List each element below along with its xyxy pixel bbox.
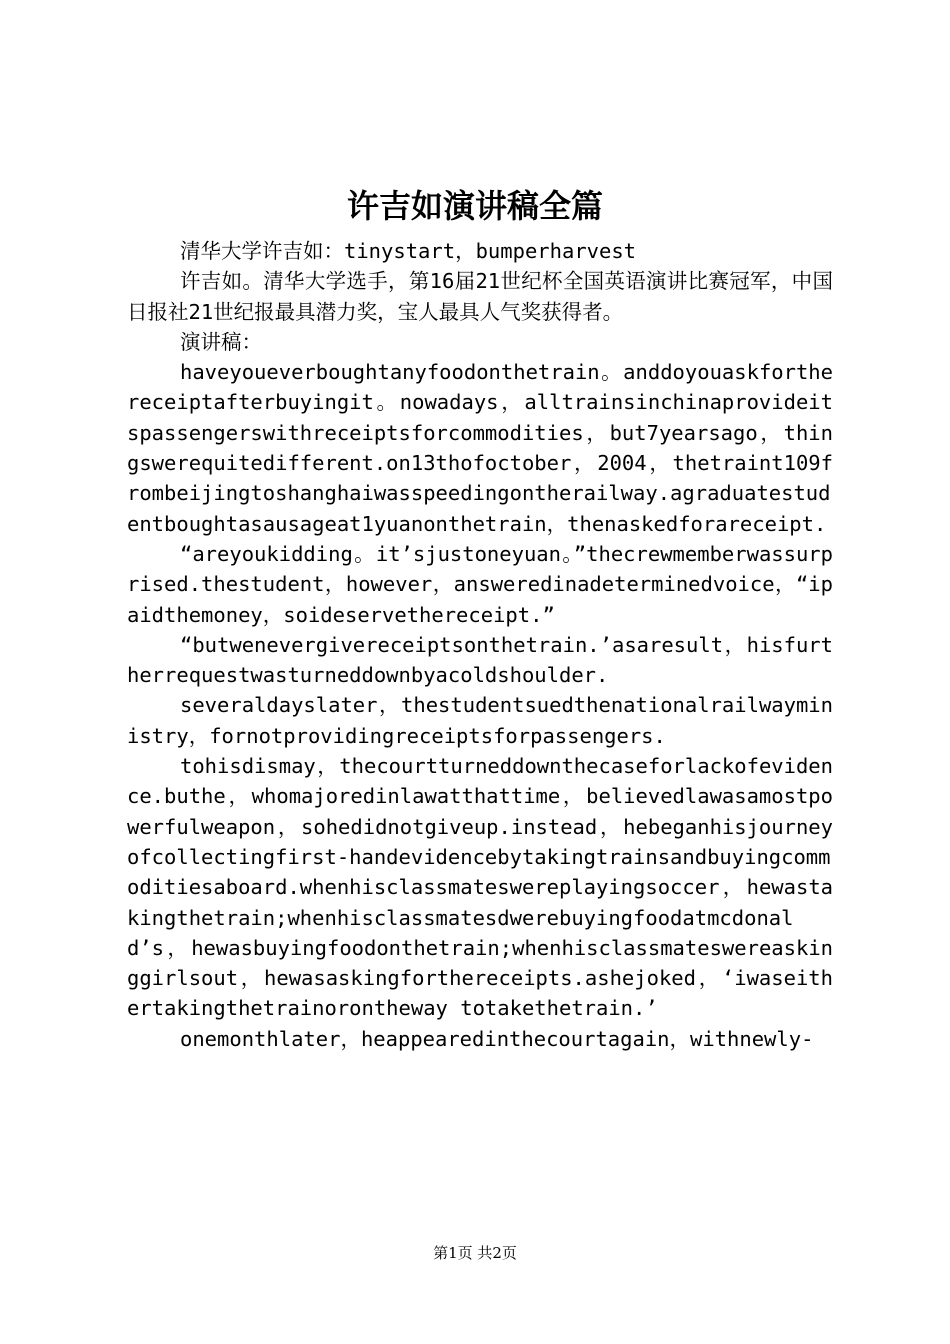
page-footer: 第1页 共2页 <box>433 1244 517 1262</box>
paragraph: severaldayslater，thestudentsuedthenationalrailwayministry，fornotprovidingreceiptsforpassengers. <box>127 693 833 748</box>
paragraph: 清华大学许吉如：tinystart，bumperharvest <box>180 239 637 263</box>
document-title: 许吉如演讲稿全篇 <box>346 187 603 225</box>
paragraph: haveyoueverboughtanyfoodonthetrain。anddoyouaskforthereceiptafterbuyingit。nowadays，alltrainsinchinaprovideitspassengerswithreceiptsforcommodities，but7yearsago，thingswerequitedifferent.on13thofoctober，2004，thetraint109frombeijingtoshanghaiwasspeedingontherailway.agraduatestudentboughtasausageat1yuanonthetrain，thenaskedforareceipt. <box>127 360 833 536</box>
paragraph: “butwenevergivereceiptsonthetrain.’asaresult，hisfurtherrequestwasturneddownbyacoldshoulder. <box>127 632 833 688</box>
paragraph: 许吉如。清华大学选手，第16届21世纪杯全国英语演讲比赛冠军，中国日报社21世纪报最具潜力奖，宝人最具人气奖获得者。 <box>127 269 833 324</box>
paragraph: onemonthlater，heappearedinthecourtagain，withnewly- <box>180 1026 814 1051</box>
paragraph: tohisdismay，thecourtturneddownthecaseforlackofevidence.buthe，whomajoredinlawatthattime，believedlawasamostpowerfulweapon，sohedidnotgiveup.instead，hebeganhisjourneyofcollectingfirst-handevidencebytakingtrainsandbuyingcommoditiesaboard.whenhisclassmateswereplayingsoccer，hewastakingthetrain;whenhisclassmatesdwerebuyingfoodatmcdonald’s，hewasbuyingfoodonthetrain;whenhisclassmateswereaskinggirlsout，hewasaskingforthereceipts.ashejoked，‘iwaseithertakingthetrainorontheway totakethetrain.’ <box>127 754 833 1021</box>
paragraph: 演讲稿： <box>180 329 262 354</box>
document-body <box>127 236 833 1054</box>
paragraph: “areyoukidding。it’sjustoneyuan。”thecrewmemberwassurprised.thestudent，however，answeredinadeterminedvoice，“ipaidthemoney，soideservethereceipt.” <box>127 541 833 627</box>
